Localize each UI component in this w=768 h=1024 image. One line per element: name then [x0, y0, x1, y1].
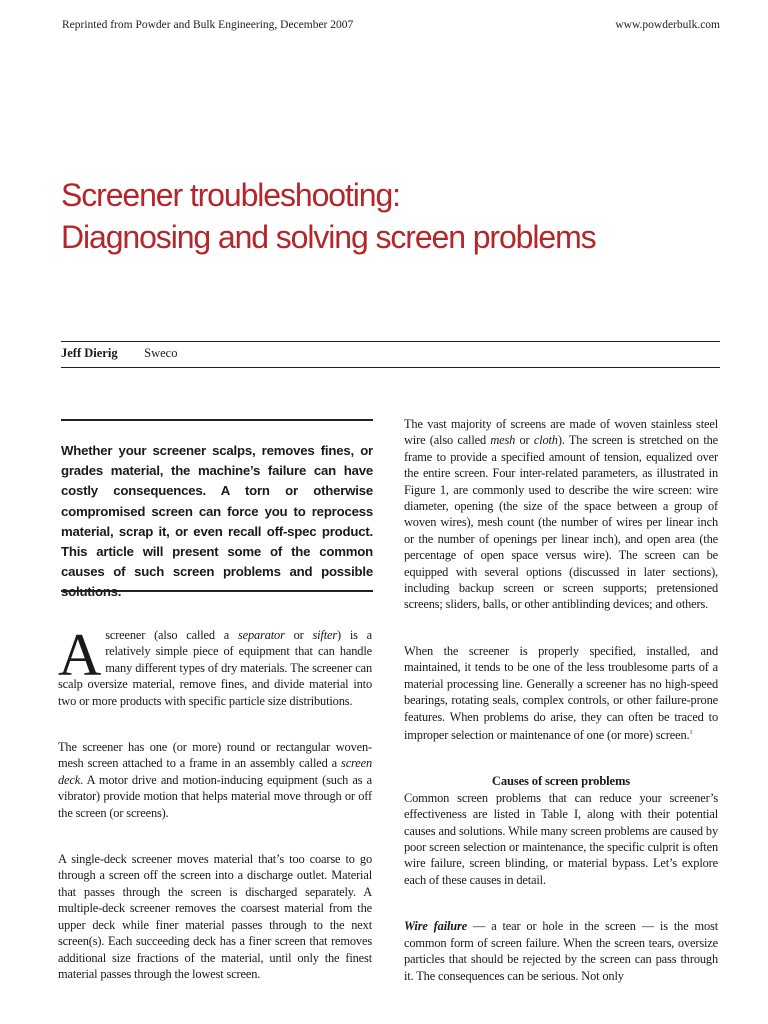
wire-failure-lead: Wire failure	[404, 919, 468, 934]
right-column	[404, 416, 718, 984]
wire-failure-paragraph: Wire failure — a tear or hole in the screen — is the most common form of screen failure. When the screen tears, oversize particles that should be rejected by the screen can pass through it. The consequences can be serious. Not only	[404, 919, 718, 983]
screen-materials-paragraph: The vast majority of screens are made of woven stainless steel wire (also called mesh or cloth). The screen is stretched on the frame to provide a specified amount of tension, equalized over the entire screen. Four inter-related parameters, as illustrated in Figure 1, are commonly used to describe the wire screen: wire diameter, opening (the size of the space between a group of woven wires), mesh count (the number of wires per linear inch or the number of openings per linear inch), and open area (the percentage of open space versus wire). The screen can be equipped with several options (discussed in later sections), including backup screen or screen supports; pretensioned screens; sliders, balls, or other antiblinding devices; and others.	[404, 417, 719, 612]
footnote-ref: 1	[689, 729, 693, 736]
lede-paragraph: Whether your screener scalps, removes fines, or grades material, the machine’s failure can have costly consequences. A torn or otherwise compromised screen can force you to reprocess material, scrap it, or even recall off-spec product. This article will present some of the common causes of such screen problems and possible	[61, 443, 373, 580]
drop-cap: A	[58, 622, 102, 688]
byline	[61, 346, 177, 361]
intro-paragraph: A screener (also called a separator or sifter) is a relatively simple piece of equipment that can handle many different types of dry materials. The screener can scalp oversize material, remove fines, and divide material into two or more products with specific particle size distributions.	[58, 622, 372, 708]
byline-top-rule	[61, 341, 720, 342]
title-line-2: Diagnosing and solving screen problems	[61, 219, 596, 255]
website-link[interactable]: www.powderbulk.com	[615, 19, 720, 31]
deck-types-paragraph: A single-deck screener moves material that’s too coarse to go through a screen off the screen into a discharge outlet. Material that passes through the screen is discharged separately. A multiple-deck screener removes the coarsest material from the upper deck while finer material passes through to the next screen(s). Each succeeding deck has a finer screen that removes additional size fractions of the material, until only the finest material passes through the lowest screen.	[58, 852, 372, 981]
source-line: Reprinted from Powder and Bulk Engineering, December 2007	[62, 19, 354, 31]
screen-deck-paragraph: The screener has one (or more) round or rectangular woven-mesh screen attached to a frame in an assembly called a screen deck. A motor drive and motion-inducing equipment (such as a vibrator) provide motion that helps material move through or off the screen (or screens).	[58, 740, 372, 820]
section-heading: Causes of screen problems	[491, 774, 631, 789]
maintenance-paragraph: When the screener is properly specified, installed, and maintained, it tends to be one of the less troublesome parts of a material processing line. Generally a screener has no high-speed bearings, rotating seals, complex controls, or other failure-prone features. When problems do arise, they can often be traced to improper selection or maintenance of one (or more) screen.$^1$	[404, 643, 718, 743]
causes-paragraph: Common screen problems that can reduce your screener’s effectiveness are listed in Table I, along with their potential causes and solutions. While many screen problems are caused by poor screen selection or maintenance, the specific culprit is often wire failure, screen blinding, or material bypass. Let’s explore each of these causes in detail.	[404, 790, 718, 887]
byline-bottom-rule	[61, 367, 720, 368]
title-line-1: Screener troubleshooting:	[61, 177, 400, 213]
lede-top-rule	[61, 419, 373, 421]
author-name: Jeff Dierig	[61, 346, 118, 360]
article-title	[61, 174, 741, 258]
author-company: Sweco	[144, 346, 178, 360]
left-column	[58, 622, 372, 982]
lede-bottom-rule	[61, 590, 373, 592]
